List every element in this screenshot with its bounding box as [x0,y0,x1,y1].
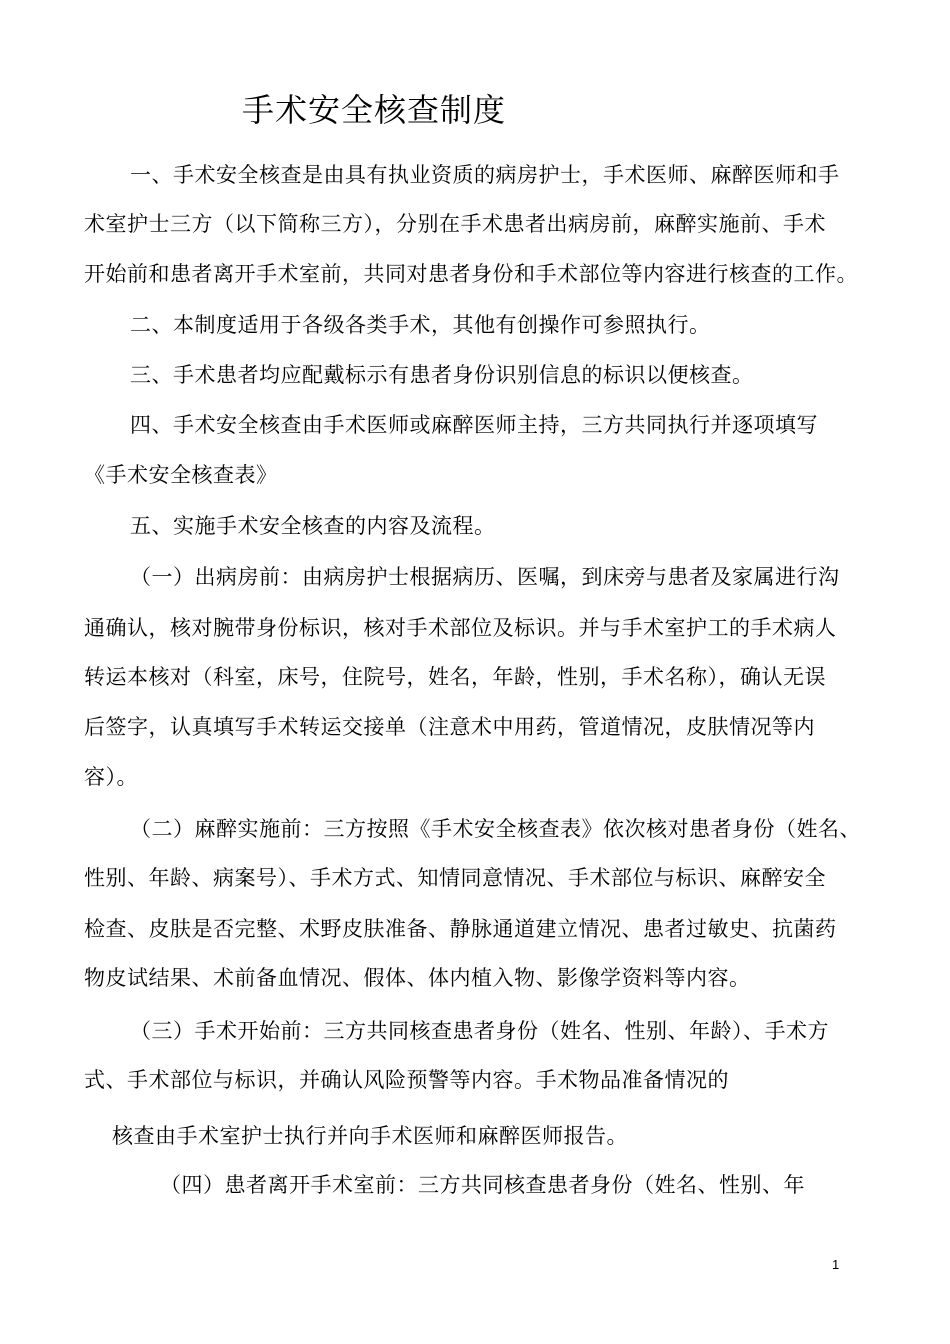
paragraph-line: 检查、皮肤是否完整、术野皮肤准备、静脉通道建立情况、患者过敏史、抗菌药 [84,917,837,941]
paragraph-line: 开始前和患者离开手术室前，共同对患者身份和手术部位等内容进行核查的工作。 [84,262,858,286]
paragraph-line: 一、手术安全核查是由具有执业资质的病房护士，手术医师、麻醉医师和手 [130,163,840,187]
paragraph-line: （三）手术开始前：三方共同核查患者身份（姓名、性别、年龄）、手术方 [130,1019,829,1043]
paragraph-line: 《手术安全核查表》 [84,463,278,487]
paragraph-line: 核查由手术室护士执行并向手术医师和麻醉医师报告。 [112,1124,628,1148]
paragraph-line: 性别、年龄、病案号）、手术方式、知情同意情况、手术部位与标识、麻醉安全 [84,866,826,890]
paragraph-line: 后签字，认真填写手术转运交接单（注意术中用药，管道情况，皮肤情况等内 [84,715,815,739]
paragraph-line: 通确认，核对腕带身份标识，核对手术部位及标识。并与手术室护工的手术病人 [84,616,837,640]
paragraph-line: 五、实施手术安全核查的内容及流程。 [130,514,496,538]
paragraph-line: 式、手术部位与标识，并确认风险预警等内容。手术物品准备情况的 [84,1068,729,1092]
paragraph-line: 四、手术安全核查由手术医师或麻醉医师主持，三方共同执行并逐项填写 [130,413,818,437]
paragraph-line: 物皮试结果、术前备血情况、假体、体内植入物、影像学资料等内容。 [84,966,751,990]
paragraph-line: （二）麻醉实施前：三方按照《手术安全核查表》依次核对患者身份（姓名、 [130,817,861,841]
paragraph-line: 二、本制度适用于各级各类手术，其他有创操作可参照执行。 [130,313,711,337]
paragraph-line: 术室护士三方（以下简称三方），分别在手术患者出病房前，麻醉实施前、手术 [84,212,826,236]
page-number: 1 [832,1257,840,1272]
paragraph-line: 容）。 [84,765,138,789]
paragraph-line: 转运本核对（科室，床号，住院号，姓名，年龄，性别，手术名称），确认无误 [84,665,826,689]
paragraph-line: （四）患者离开手术室前：三方共同核查患者身份（姓名、性别、年 [160,1173,805,1197]
paragraph-line: 三、手术患者均应配戴标示有患者身份识别信息的标识以便核查。 [130,363,754,387]
document-title: 手术安全核查制度 [242,91,507,129]
paragraph-line: （一）出病房前：由病房护士根据病历、医嘱，到床旁与患者及家属进行沟 [130,565,840,589]
